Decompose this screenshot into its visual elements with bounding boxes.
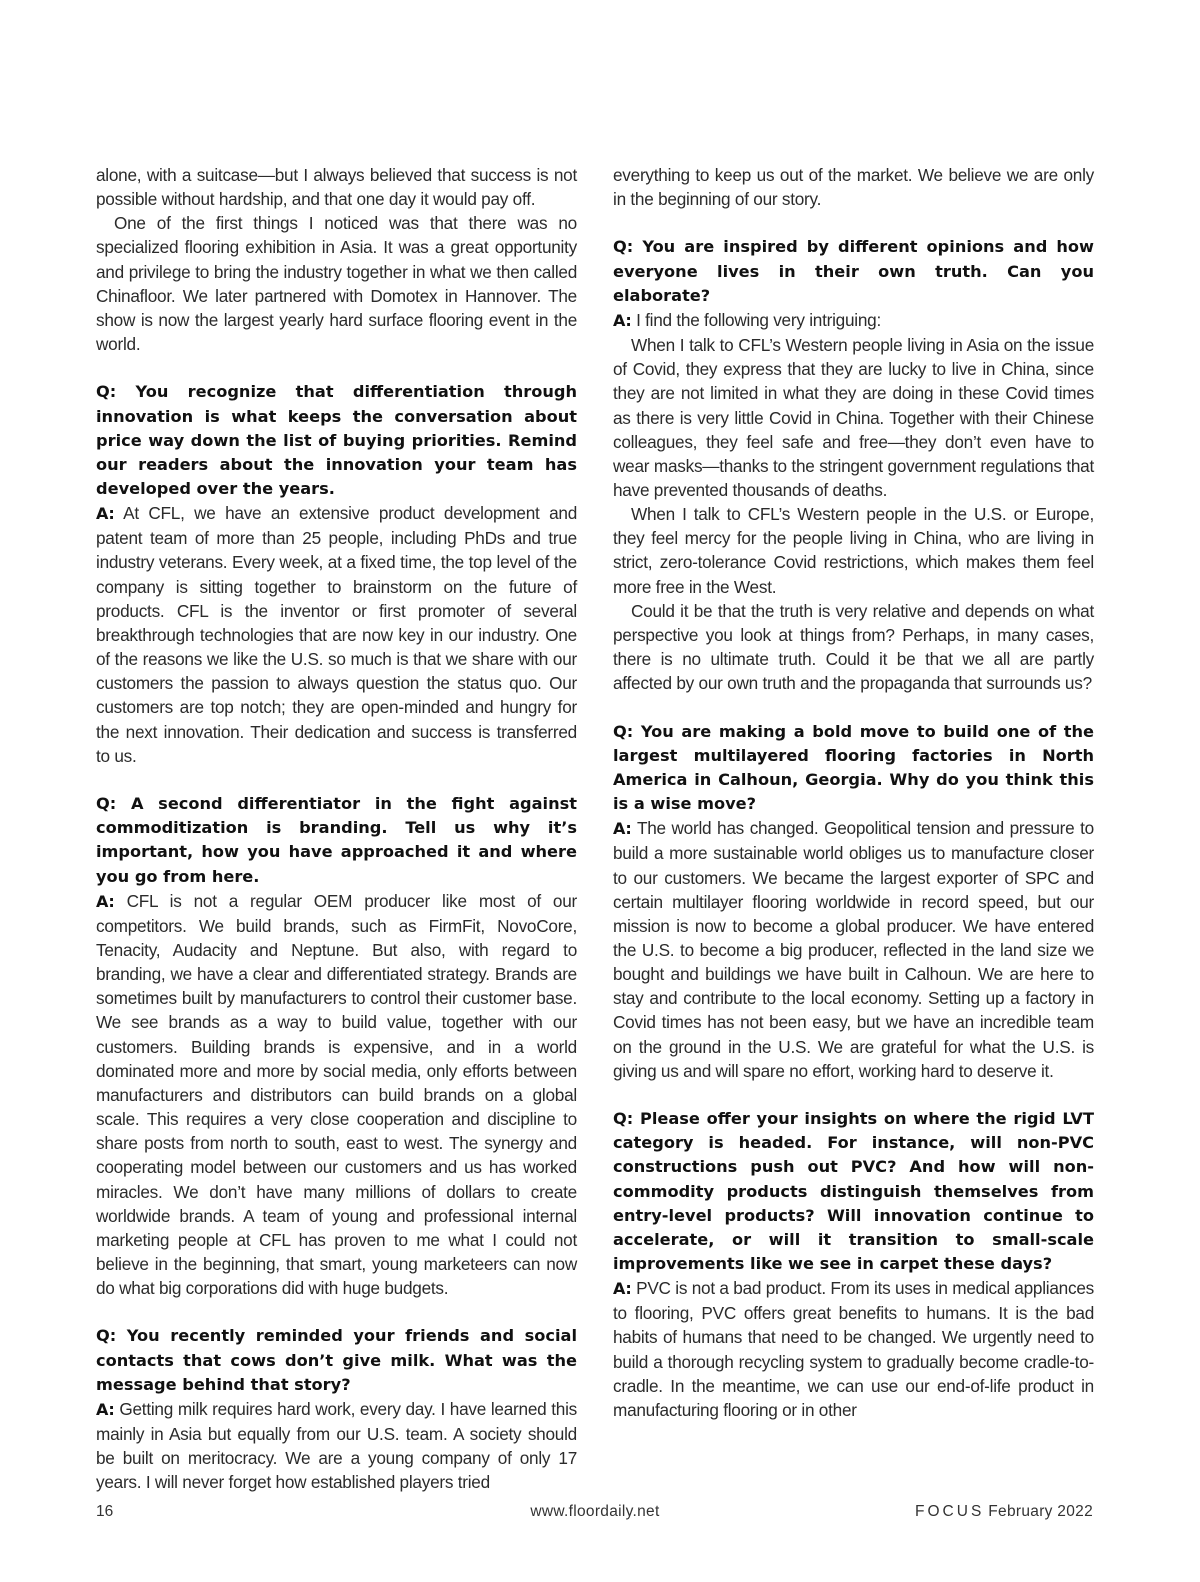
answer-paragraph: [96, 501, 577, 768]
magazine-name: FOCUS: [915, 1503, 985, 1520]
page-number: 16: [96, 1503, 114, 1520]
question-heading: Q: You are making a bold move to build one of the largest multilayered flooring factories in North America in Calhoun, Georgia. Why do you think this is a wise move?: [613, 721, 1094, 814]
answer-label: A:: [613, 819, 632, 839]
answer-text: At CFL, we have an extensive product development and patent team of more than 25 people, including PhDs and true industry veterans. Every week, at a fixed time, the top level of the company is sitting together to brainstorm on the future of products. CFL is the inventor or first promoter of several breakthrough technologies that are now key in our industry. One of the reasons we like the U.S. so much is that we share with our customers the passion to always question the status quo. Our customers are top notch; they are open-minded and hungry for the next innovation. Their dedication and success is transferred to us.: [96, 503, 577, 766]
body-paragraph: When I talk to CFL’s Western people living in Asia on the issue of Covid, they express that they are lucky to live in China, since they are not limited in what they are doing in these Covid times as there is very little Covid in China. Together with their Chinese colleagues, they feel safe and free—they don’t even have to wear masks—thanks to the stringent government regulations that have prevented thousands of deaths.: [613, 335, 1094, 501]
left-column: [96, 163, 577, 1495]
right-column: [613, 163, 1094, 1422]
answer-text: I find the following very intriguing:: [631, 309, 881, 330]
answer-paragraph: [613, 308, 1094, 333]
answer-label: A:: [96, 1399, 115, 1419]
answer-text: The world has changed. Geopolitical tension and pressure to build a more sustainable world obliges us to manufacture closer to our customers. We became the largest exporter of SPC and certain multilayer flooring worldwide in record speed, but our mission is now to become a global producer. We have entered the U.S. to become a big producer, reflected in the land size we bought and buildings we have built in Calhoun. We are here to stay and contribute to the local economy. Setting up a factory in Covid times has not been easy, but we have an incredible team on the ground in the U.S. We are grateful for what the U.S. is giving us and will spare no effort, working hard to deserve it.: [613, 818, 1094, 1081]
answer-label: A:: [613, 310, 632, 330]
question-heading: Q: Please offer your insights on where the rigid LVT category is headed. For instance, will non-PVC constructions push out PVC? And how will non-commodity products distinguish themselves from entry-level products? Will innovation continue to accelerate, or will it transition to small-scale improvements like we see in carpet these days?: [613, 1109, 1094, 1273]
question-heading: Q: You recognize that differentiation through innovation is what keeps the conversation about price way down the list of buying priorities. Remind our readers about the innovation your team has developed over the years.: [96, 382, 577, 499]
issue-date: February 2022: [988, 1503, 1093, 1520]
website-url-text: www.floordaily.net: [530, 1503, 660, 1520]
answer-label: A:: [96, 504, 115, 524]
body-paragraph: One of the first things I noticed was that there was no specialized flooring exhibition in Asia. It was a great opportunity and privilege to bring the industry together in what we then called Chinafloor. We later partnered with Domotex in Hannover. The show is now the largest yearly hard surface flooring event in the world.: [96, 213, 577, 355]
question-heading: Q: You recently reminded your friends and social contacts that cows don’t give milk. What was the message behind that story?: [96, 1326, 577, 1394]
answer-label: A:: [96, 891, 115, 911]
answer-paragraph: [613, 816, 1094, 1083]
body-paragraph: alone, with a suitcase—but I always believed that success is not possible without hardship, and that one day it would pay off.: [96, 165, 577, 210]
answer-paragraph: [613, 1276, 1094, 1422]
answer-text: PVC is not a bad product. From its uses in medical appliances to flooring, PVC offers great benefits to humans. It is the bad habits of humans that need to be changed. We urgently need to build a thorough recycling system to gradually become cradle-to-cradle. In the meantime, we can use our end-of-life product in manufacturing flooring or in other: [613, 1278, 1094, 1420]
answer-paragraph: [96, 889, 577, 1301]
question-heading: Q: A second differentiator in the fight against commoditization is branding. Tell us why it’s important, how you have approached it and where you go from here.: [96, 794, 577, 886]
question-heading: Q: You are inspired by different opinions and how everyone lives in their own truth. Can you elaborate?: [613, 237, 1094, 305]
body-paragraph: When I talk to CFL’s Western people in the U.S. or Europe, they feel mercy for the people living in China, who are living in strict, zero-tolerance Covid restrictions, which makes them feel more free in the West.: [613, 504, 1094, 597]
answer-paragraph: [96, 1397, 577, 1495]
issue-line: [915, 1503, 1093, 1521]
answer-text: Getting milk requires hard work, every day. I have learned this mainly in Asia but equally from our U.S. team. A society should be built on meritocracy. We are a young company of only 17 years. I will never forget how established players tried: [96, 1398, 577, 1493]
body-paragraph: everything to keep us out of the market. We believe we are only in the beginning of our story.: [613, 165, 1094, 210]
answer-text: CFL is not a regular OEM producer like most of our competitors. We build brands, such as FirmFit, NovoCore, Tenacity, Audacity and Neptune. But also, with regard to branding, we have a clear and differentiated strategy. Brands are sometimes built by manufacturers to control their customer base. We see brands as a way to build value, together with our customers. Building brands is expensive, and in a world dominated more and more by social media, only efforts between manufacturers and distributors can build brands on a global scale. This requires a very close cooperation and discipline to share posts from north to south, east to west. The synergy and cooperating model between our customers and us has worked miracles. We don’t have many millions of dollars to create worldwide brands. A team of young and professional internal marketing people at CFL has proven to me what I could not believe in the beginning, that smart, young marketeers can now do what big corporations did with huge budgets.: [96, 890, 577, 1299]
body-paragraph: Could it be that the truth is very relative and depends on what perspective you look at things from? Perhaps, in many cases, there is no ultimate truth. Could it be that we all are partly affected by our own truth and the propaganda that surrounds us?: [613, 600, 1094, 694]
answer-label: A:: [613, 1279, 632, 1299]
